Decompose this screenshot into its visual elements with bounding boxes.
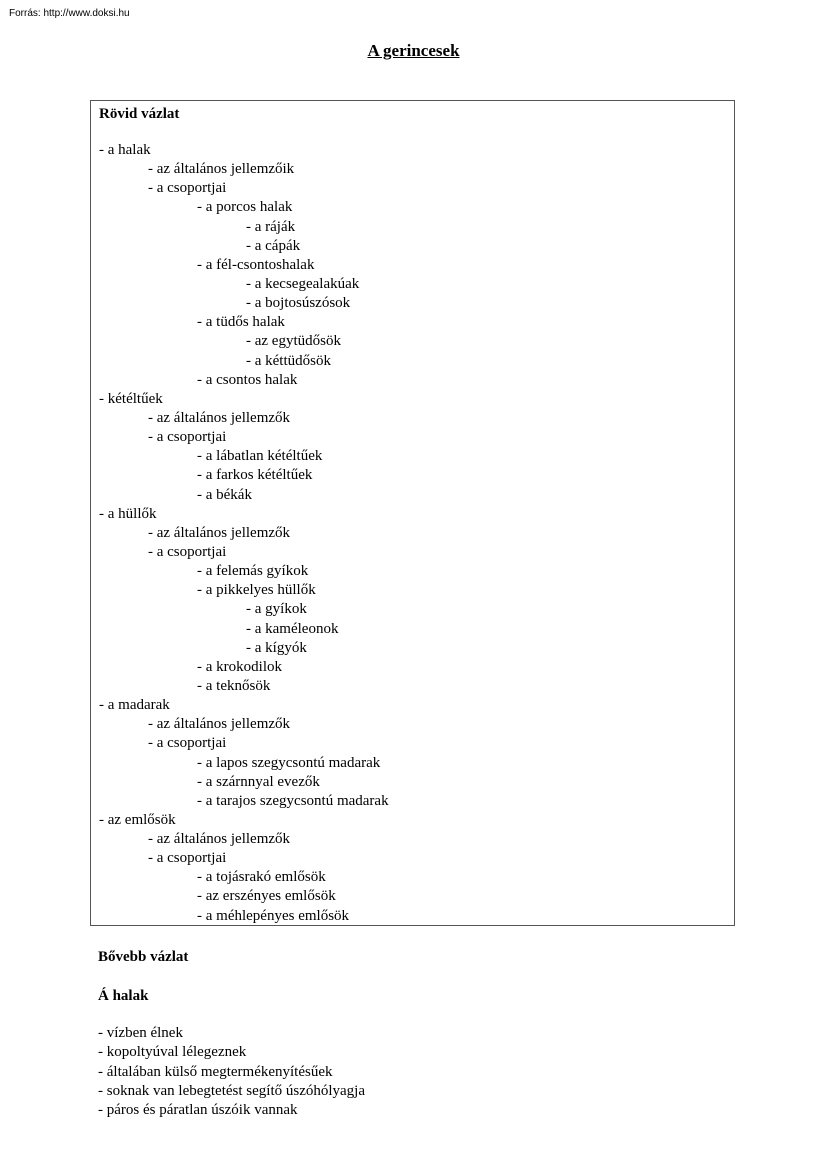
- outline-item: - az egytüdősök: [246, 333, 341, 350]
- outline-item: - a kéttüdősök: [246, 352, 331, 369]
- outline-item: - a kígyók: [246, 639, 307, 656]
- outline-item: - a krokodilok: [197, 658, 282, 675]
- outline-item: - a csoportjai: [148, 429, 227, 446]
- outline-item: - a szárnnyal evezők: [197, 773, 320, 790]
- outline-item: - a pikkelyes hüllők: [197, 582, 316, 599]
- bullet-item: - páros és páratlan úszóik vannak: [98, 1102, 298, 1119]
- summary-outline: [99, 141, 389, 926]
- detailed-heading: Bővebb vázlat: [98, 949, 189, 965]
- outline-item: - a cápák: [246, 237, 301, 254]
- outline-item: - az általános jellemzők: [148, 831, 291, 848]
- outline-item: - a gyíkok: [246, 601, 307, 618]
- outline-item: - a békák: [197, 486, 252, 503]
- bullet-item: - vízben élnek: [98, 1025, 183, 1041]
- outline-item: - a tarajos szegycsontú madarak: [197, 792, 389, 809]
- outline-item: - a tüdős halak: [197, 314, 285, 331]
- outline-item: - a kaméleonok: [246, 620, 339, 637]
- fish-section-heading: Á halak: [98, 988, 149, 1004]
- outline-item: - a tojásrakó emlősök: [197, 869, 326, 886]
- outline-item: - a felemás gyíkok: [197, 563, 309, 580]
- outline-item: - az általános jellemzők: [148, 409, 291, 426]
- outline-item: - az általános jellemzők: [148, 524, 291, 541]
- outline-item: - kétéltűek: [99, 390, 163, 407]
- outline-item: - az általános jellemzőik: [148, 161, 295, 178]
- outline-item: - az erszényes emlősök: [197, 888, 336, 905]
- outline-item: - a porcos halak: [197, 199, 293, 216]
- outline-item: - a farkos kétéltűek: [197, 467, 313, 484]
- outline-item: - a ráják: [246, 218, 296, 235]
- outline-item: - a lapos szegycsontú madarak: [197, 754, 381, 771]
- bullet-item: - általában külső megtermékenyítésűek: [98, 1063, 333, 1080]
- outline-item: - a csoportjai: [148, 735, 227, 752]
- outline-item: - az emlősök: [99, 811, 176, 828]
- source-link: Forrás: http://www.doksi.hu: [9, 8, 130, 19]
- outline-item: - a csontos halak: [197, 371, 298, 388]
- summary-heading: Rövid vázlat: [99, 106, 180, 122]
- bullet-item: - soknak van lebegtetést segítő úszóhólyagja: [98, 1082, 366, 1099]
- outline-item: - a csoportjai: [148, 850, 227, 867]
- summary-box: [90, 100, 735, 926]
- outline-item: - a csoportjai: [148, 543, 227, 560]
- outline-item: - a fél-csontoshalak: [197, 256, 315, 273]
- outline-item: - a csoportjai: [148, 180, 227, 197]
- bullet-item: - kopoltyúval lélegeznek: [98, 1044, 247, 1061]
- outline-item: - a bojtosúszósok: [246, 295, 351, 312]
- outline-item: - a méhlepényes emlősök: [197, 907, 350, 924]
- outline-item: - az általános jellemzők: [148, 716, 291, 733]
- outline-item: - a hüllők: [99, 505, 157, 522]
- outline-item: - a madarak: [99, 697, 170, 714]
- page-title: A gerincesek: [367, 41, 460, 60]
- outline-item: - a lábatlan kétéltűek: [197, 448, 323, 465]
- outline-item: - a kecsegealakúak: [246, 275, 360, 292]
- fish-bullet-list: [98, 1024, 365, 1120]
- outline-item: - a halak: [99, 142, 151, 158]
- outline-item: - a teknősök: [197, 677, 271, 694]
